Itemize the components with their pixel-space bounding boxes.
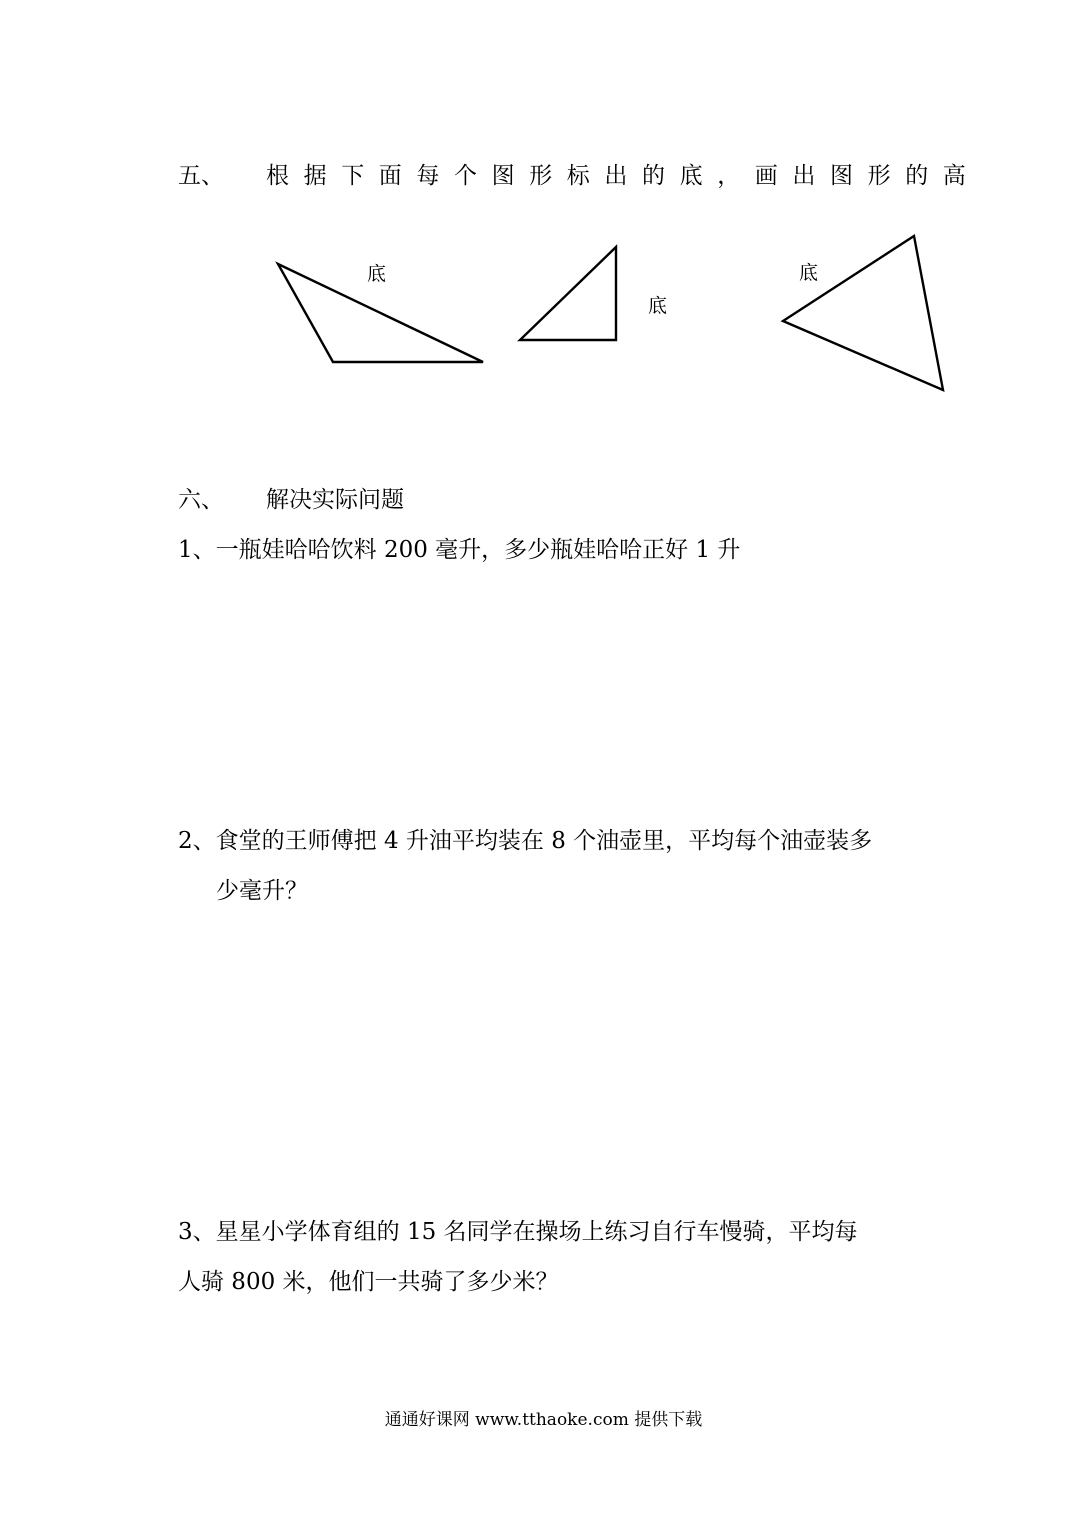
problem-1-line-1: 1、一瓶娃哈哈饮料 200 毫升，多少瓶娃哈哈正好 1 升 — [178, 537, 741, 563]
section-5-number: 五、 — [178, 163, 224, 189]
triangle-3 — [783, 236, 943, 390]
section-6-title: 解决实际问题 — [266, 487, 404, 513]
section-6-number: 六、 — [178, 487, 224, 513]
problem-2-line-1: 2、食堂的王师傅把 4 升油平均装在 8 个油壶里，平均每个油壶装多 — [178, 828, 873, 854]
section-6-heading — [178, 485, 404, 515]
base-label-1: 底 — [367, 263, 387, 285]
base-label-3: 底 — [799, 262, 819, 284]
footer-credit: 通通好课网 www.tthaoke.com 提供下载 — [384, 1410, 703, 1430]
triangle-2 — [520, 247, 616, 340]
problem-3-line-1: 3、星星小学体育组的 15 名同学在操场上练习自行车慢骑，平均每 — [178, 1219, 858, 1245]
section-5-heading — [178, 161, 980, 191]
triangle-1 — [278, 264, 483, 362]
section-5-title: 根据下面每个图形标出的底，画出图形的高 — [266, 163, 981, 189]
base-label-2: 底 — [648, 295, 668, 317]
problem-2-line-2: 少毫升？ — [216, 878, 308, 904]
problem-3-line-2: 人骑 800 米，他们一共骑了多少米？ — [178, 1269, 559, 1295]
